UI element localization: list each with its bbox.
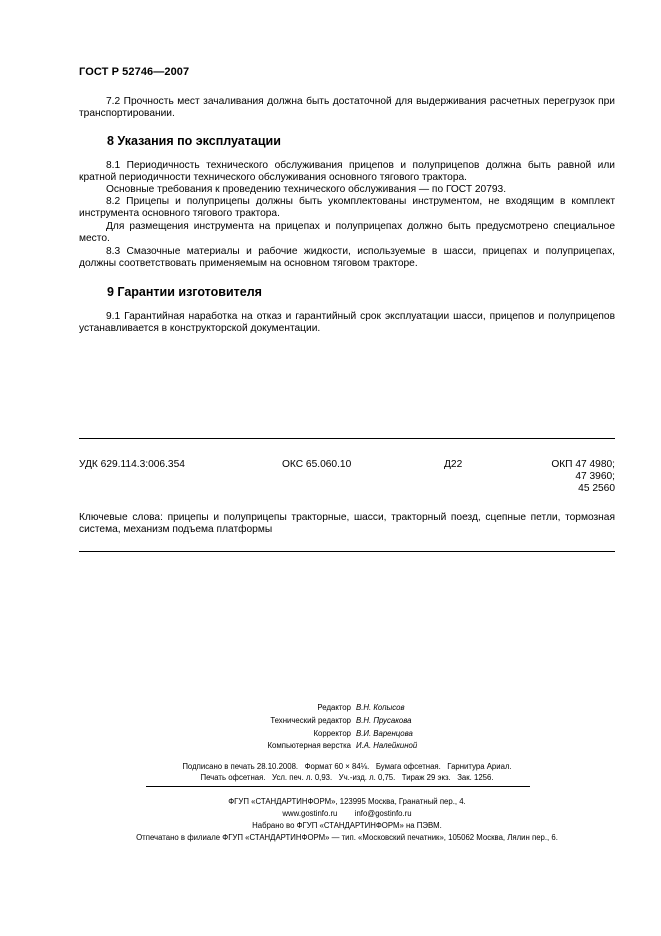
group-code: Д22: [444, 459, 463, 470]
corrector-label: Корректор: [313, 729, 351, 738]
okp-codes: [520, 459, 615, 496]
corrector-name: В.И. Варенцова: [356, 729, 413, 738]
layout-name: И.А. Налейкиной: [356, 741, 418, 750]
layout-label: Компьютерная верстка: [267, 741, 351, 750]
paragraph-8-2-placement: Для размещения инструмента на прицепах и полуприцепах должно быть предусмотрено специальное место.: [79, 221, 615, 245]
keywords: Ключевые слова: прицепы и полуприцепы тракторные, шасси, тракторный поезд, сцепные петли, тормозная система, механизм подъема платформы: [79, 512, 615, 536]
print-info-line-2: Печать офсетная. Усл. печ. л. 0,93. Уч.-изд. л. 0,75. Тираж 29 экз. Зак. 1256.: [200, 773, 494, 782]
document-header: ГОСТ Р 52746—2007: [79, 66, 190, 78]
footer-divider: [146, 786, 530, 787]
editor-name: В.Н. Копысов: [356, 703, 405, 712]
paragraph-7-2: 7.2 Прочность мест зачаливания должна быть достаточной для выдерживания расчетных перегрузок при транспортировании.: [79, 96, 615, 120]
paragraph-8-1: 8.1 Периодичность технического обслуживания прицепов и полуприцепов должна быть равной или кратной периодичности технического обслуживания основного тягового трактора.: [79, 160, 615, 184]
paragraph-8-3: 8.3 Смазочные материалы и рабочие жидкости, используемые в шасси, прицепах и полуприцепах, должны соответствовать применяемым на основном тяговом тракторе.: [79, 246, 615, 270]
publisher-line-3: Набрано во ФГУП «СТАНДАРТИНФОРМ» на ПЭВМ.: [252, 821, 442, 830]
divider-bottom: [79, 551, 615, 552]
paragraph-8-1-requirements: Основные требования к проведению технического обслуживания — по ГОСТ 20793.: [106, 184, 507, 195]
divider-top: [79, 438, 615, 439]
tech-editor-label: Технический редактор: [270, 716, 351, 725]
section-9-heading: 9 Гарантии изготовителя: [107, 285, 262, 299]
publisher-contacts: www.gostinfo.ru info@gostinfo.ru: [282, 809, 412, 818]
section-8-heading: 8 Указания по эксплуатации: [107, 134, 281, 148]
tech-editor-name: В.Н. Прусакова: [356, 716, 412, 725]
publisher-line-4: Отпечатано в филиале ФГУП «СТАНДАРТИНФОРМ» — тип. «Московский печатник», 105062 Москва, Лялин пер., 6.: [136, 833, 558, 842]
udk-code: УДК 629.114.3:006.354: [79, 459, 185, 470]
oks-code: ОКС 65.060.10: [282, 459, 352, 470]
okp-code-2: 47 3960;: [575, 471, 615, 483]
paragraph-9-1: 9.1 Гарантийная наработка на отказ и гарантийный срок эксплуатации шасси, прицепов и полуприцепов устанавливается в конструкторской документации.: [79, 311, 615, 335]
paragraph-8-2: 8.2 Прицепы и полуприцепы должны быть укомплектованы инструментом, не входящим в комплект инструмента основного тягового трактора.: [79, 196, 615, 220]
print-info-line-1: Подписано в печать 28.10.2008. Формат 60 × 84⅛. Бумага офсетная. Гарнитура Ариал.: [182, 762, 512, 771]
okp-code-1: ОКП 47 4980;: [551, 459, 615, 470]
publisher-line-1: ФГУП «СТАНДАРТИНФОРМ», 123995 Москва, Гранатный пер., 4.: [228, 797, 466, 806]
okp-code-3: 45 2560: [578, 483, 615, 495]
editor-label: Редактор: [317, 703, 351, 712]
